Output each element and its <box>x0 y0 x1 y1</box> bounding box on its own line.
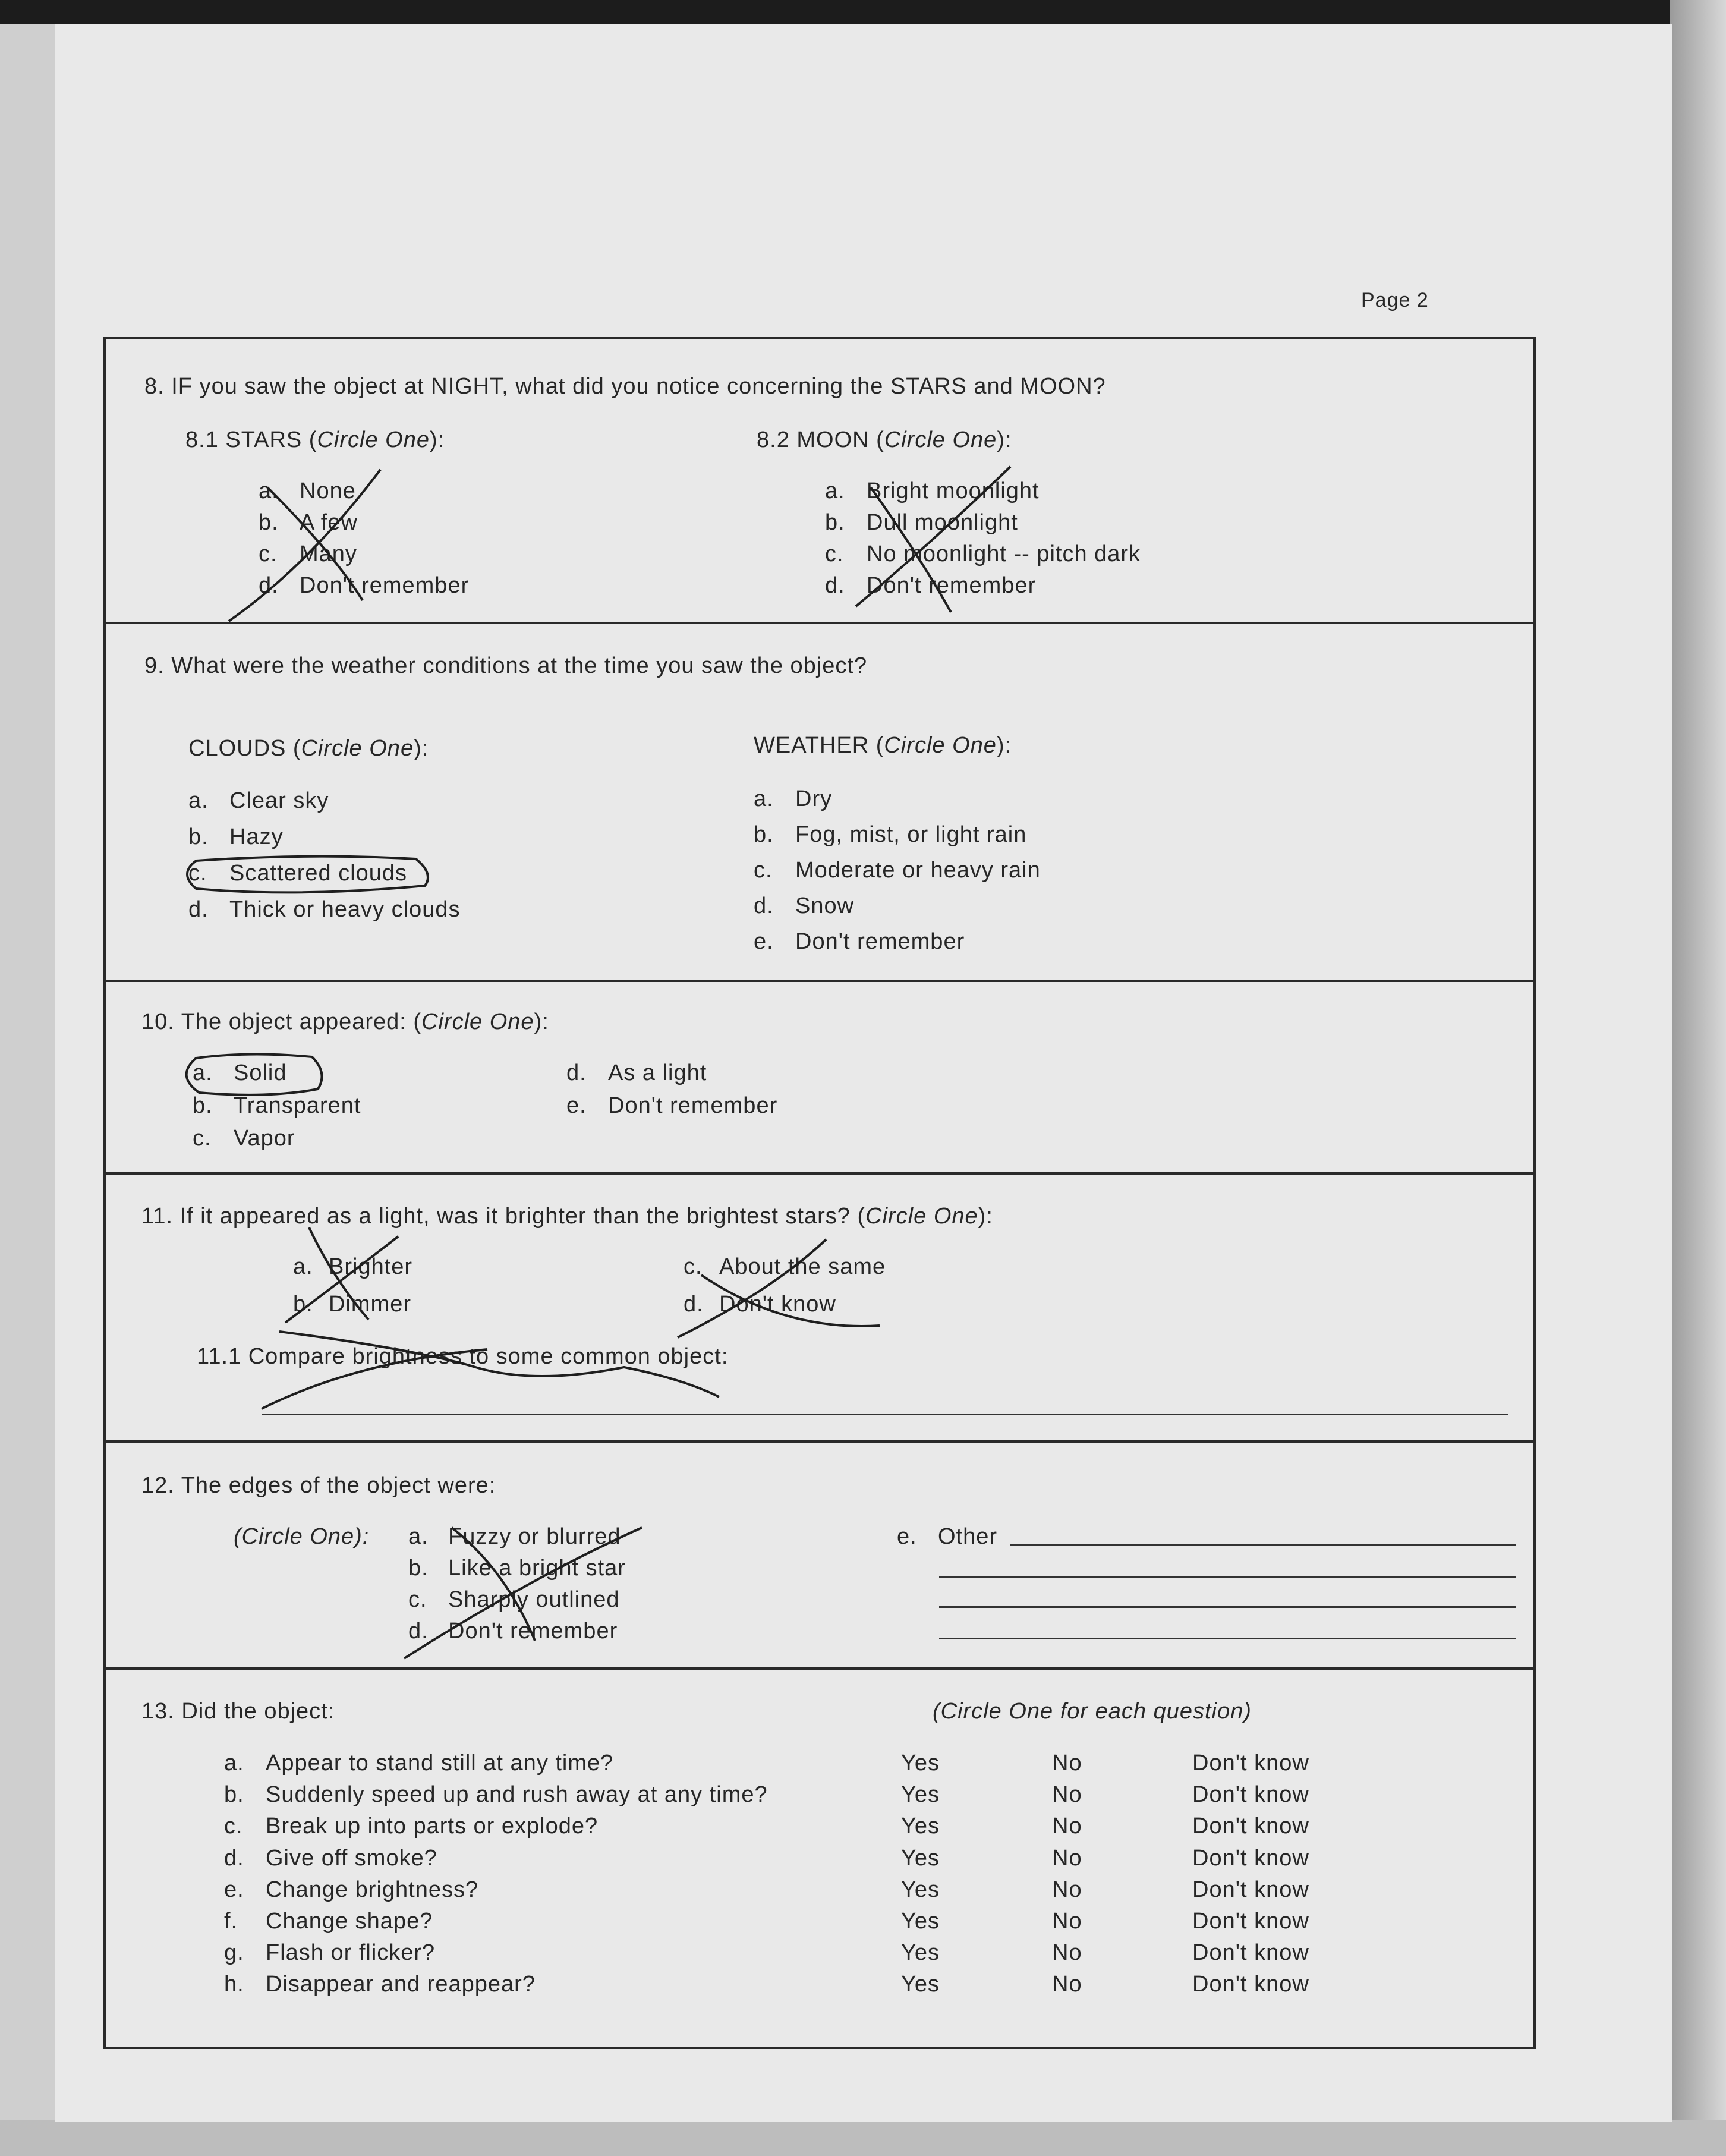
question-label: Disappear and reappear? <box>266 1972 536 1997</box>
option-label[interactable]: Many <box>300 542 357 566</box>
option-letter[interactable]: d. <box>408 1619 429 1644</box>
answer-no[interactable]: No <box>1052 1782 1082 1808</box>
option-label[interactable]: Fog, mist, or light rain <box>795 822 1027 847</box>
option-letter[interactable]: c. <box>825 542 844 566</box>
option-letter[interactable]: b. <box>754 822 774 847</box>
option-label[interactable]: No moonlight -- pitch dark <box>867 542 1141 566</box>
weather-heading: WEATHER (Circle One): <box>754 733 1012 758</box>
option-letter: b. <box>224 1782 244 1808</box>
answer-dont-know[interactable]: Don't know <box>1192 1940 1309 1966</box>
option-label[interactable]: Sharply outlined <box>448 1587 620 1612</box>
question-8: 8. IF you saw the object at NIGHT, what did you notice concerning the STARS and MOON? <box>144 374 1106 399</box>
answer-no[interactable]: No <box>1052 1909 1082 1934</box>
option-letter[interactable]: b. <box>259 510 279 535</box>
option-letter[interactable]: a. <box>754 786 774 811</box>
option-label[interactable]: Solid <box>234 1060 287 1085</box>
option-letter[interactable]: c. <box>259 542 278 566</box>
cross-mark-stars <box>229 470 380 621</box>
option-letter: g. <box>224 1940 244 1966</box>
option-label[interactable]: Bright moonlight <box>867 479 1040 503</box>
option-letter: h. <box>224 1972 244 1997</box>
option-letter[interactable]: b. <box>193 1093 213 1118</box>
question-label: Break up into parts or explode? <box>266 1814 599 1839</box>
circle-one-instruction: (Circle One): <box>234 1524 370 1549</box>
answer-dont-know[interactable]: Don't know <box>1192 1909 1309 1934</box>
other-label: Other <box>938 1524 998 1549</box>
answer-yes[interactable]: Yes <box>901 1814 940 1839</box>
page-number: Page 2 <box>1361 289 1429 311</box>
option-letter: f. <box>224 1909 238 1934</box>
option-letter[interactable]: a. <box>259 479 279 503</box>
option-letter[interactable]: d. <box>566 1060 587 1085</box>
question-label: Flash or flicker? <box>266 1940 436 1966</box>
other-letter: e. <box>897 1524 917 1549</box>
option-label[interactable]: Don't remember <box>867 573 1037 598</box>
option-letter[interactable]: c. <box>193 1126 212 1151</box>
answer-yes[interactable]: Yes <box>901 1940 940 1966</box>
question-label: Appear to stand still at any time? <box>266 1751 614 1776</box>
question-label: Suddenly speed up and rush away at any time? <box>266 1782 768 1808</box>
option-letter[interactable]: c. <box>408 1587 427 1612</box>
option-label[interactable]: About the same <box>719 1254 886 1279</box>
strike-q11-1 <box>262 1332 719 1409</box>
cross-mark-q11-cd <box>678 1239 880 1337</box>
answer-no[interactable]: No <box>1052 1845 1082 1871</box>
option-label[interactable]: A few <box>300 510 358 535</box>
option-letter[interactable]: b. <box>293 1292 313 1317</box>
cross-mark-q12 <box>404 1528 642 1658</box>
answer-dont-know[interactable]: Don't know <box>1192 1814 1309 1839</box>
option-letter[interactable]: d. <box>754 893 774 918</box>
answer-yes[interactable]: Yes <box>901 1845 940 1871</box>
option-label[interactable]: Vapor <box>234 1126 295 1151</box>
option-label[interactable]: Fuzzy or blurred <box>448 1524 621 1549</box>
option-label[interactable]: Don't remember <box>448 1619 618 1644</box>
question-13: 13. Did the object: <box>141 1699 335 1724</box>
circle-solid <box>187 1054 322 1094</box>
option-label[interactable]: Don't remember <box>608 1093 778 1118</box>
option-letter[interactable]: e. <box>754 929 774 954</box>
answer-yes[interactable]: Yes <box>901 1909 940 1934</box>
option-label[interactable]: Don't remember <box>300 573 470 598</box>
answer-yes[interactable]: Yes <box>901 1877 940 1902</box>
option-label[interactable]: Clear sky <box>229 788 329 813</box>
question-11-1: 11.1 Compare brightness to some common object: <box>197 1344 729 1369</box>
option-letter: c. <box>224 1814 243 1839</box>
answer-yes[interactable]: Yes <box>901 1782 940 1808</box>
option-label[interactable]: Dimmer <box>329 1292 411 1317</box>
option-label[interactable]: Don't remember <box>795 929 965 954</box>
answer-no[interactable]: No <box>1052 1751 1082 1776</box>
circle-scattered-clouds <box>187 857 428 893</box>
answer-no[interactable]: No <box>1052 1940 1082 1966</box>
option-label[interactable]: As a light <box>608 1060 707 1085</box>
question-11: 11. If it appeared as a light, was it brighter than the brightest stars? (Circle One): <box>141 1204 993 1229</box>
option-letter[interactable]: a. <box>293 1254 313 1279</box>
option-letter[interactable]: d. <box>684 1292 704 1317</box>
option-letter[interactable]: b. <box>188 824 209 849</box>
answer-dont-know[interactable]: Don't know <box>1192 1845 1309 1871</box>
moon-heading: 8.2 MOON (Circle One): <box>757 427 1012 452</box>
clouds-heading: CLOUDS (Circle One): <box>188 736 429 761</box>
answer-dont-know[interactable]: Don't know <box>1192 1751 1309 1776</box>
option-label[interactable]: Thick or heavy clouds <box>229 897 461 922</box>
cross-mark-q11-ab <box>285 1227 398 1323</box>
option-letter[interactable]: b. <box>825 510 845 535</box>
answer-no[interactable]: No <box>1052 1814 1082 1839</box>
question-9: 9. What were the weather conditions at the time you saw the object? <box>144 653 868 678</box>
answer-yes[interactable]: Yes <box>901 1972 940 1997</box>
question-10: 10. The object appeared: (Circle One): <box>141 1009 549 1034</box>
answer-no[interactable]: No <box>1052 1972 1082 1997</box>
option-letter[interactable]: d. <box>825 573 845 598</box>
circle-one-each-instruction: (Circle One for each question) <box>933 1699 1252 1724</box>
question-12: 12. The edges of the object were: <box>141 1473 496 1498</box>
option-label[interactable]: Snow <box>795 893 855 918</box>
option-label[interactable]: Hazy <box>229 824 284 849</box>
option-letter[interactable]: a. <box>825 479 845 503</box>
answer-dont-know[interactable]: Don't know <box>1192 1972 1309 1997</box>
option-letter[interactable]: c. <box>684 1254 703 1279</box>
option-letter[interactable]: e. <box>566 1093 587 1118</box>
option-letter: e. <box>224 1877 244 1902</box>
question-label: Give off smoke? <box>266 1845 437 1871</box>
answer-dont-know[interactable]: Don't know <box>1192 1782 1309 1808</box>
option-letter[interactable]: a. <box>193 1060 213 1085</box>
option-label[interactable]: Transparent <box>234 1093 361 1118</box>
question-label: Change shape? <box>266 1909 433 1934</box>
option-label[interactable]: Dull moonlight <box>867 510 1018 535</box>
option-letter[interactable]: a. <box>188 788 209 813</box>
answer-dont-know[interactable]: Don't know <box>1192 1877 1309 1902</box>
option-label[interactable]: Dry <box>795 786 833 811</box>
option-label[interactable]: Don't know <box>719 1292 836 1317</box>
stars-heading: 8.1 STARS (Circle One): <box>185 427 445 452</box>
option-label[interactable]: Like a bright star <box>448 1556 626 1581</box>
answer-no[interactable]: No <box>1052 1877 1082 1902</box>
option-letter: a. <box>224 1751 244 1776</box>
question-label: Change brightness? <box>266 1877 479 1902</box>
option-letter[interactable]: a. <box>408 1524 429 1549</box>
option-letter[interactable]: c. <box>188 861 207 886</box>
option-letter[interactable]: d. <box>188 897 209 922</box>
option-letter[interactable]: d. <box>259 573 279 598</box>
option-letter: d. <box>224 1845 244 1871</box>
option-label[interactable]: Moderate or heavy rain <box>795 858 1041 883</box>
answer-yes[interactable]: Yes <box>901 1751 940 1776</box>
option-label[interactable]: Scattered clouds <box>229 861 408 886</box>
cross-mark-moon <box>856 467 1010 612</box>
option-label[interactable]: Brighter <box>329 1254 413 1279</box>
option-letter[interactable]: b. <box>408 1556 429 1581</box>
option-letter[interactable]: c. <box>754 858 773 883</box>
option-label[interactable]: None <box>300 479 356 503</box>
